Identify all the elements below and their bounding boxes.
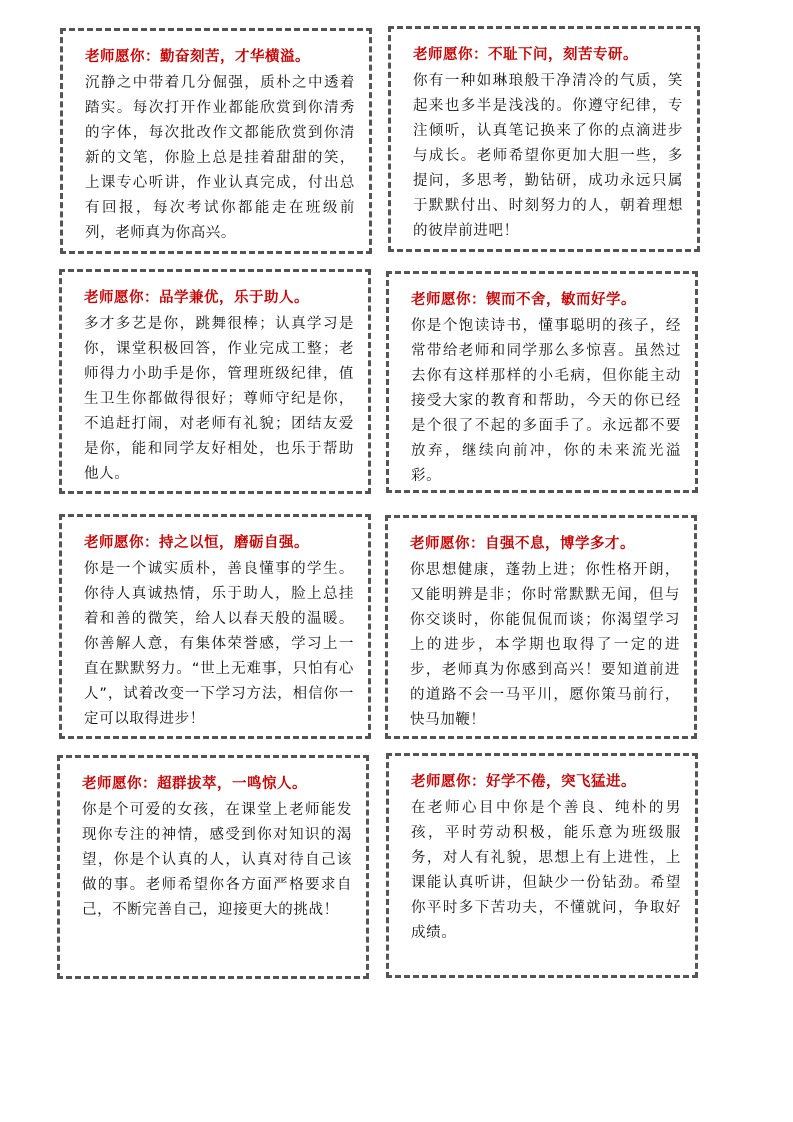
card-title: 老师愿你：勤奋刻苦，才华横溢。 xyxy=(85,49,310,65)
comment-card xyxy=(57,755,369,979)
comment-card xyxy=(386,271,698,493)
card-body: 你是一个诚实质朴，善良懂事的学生。你待人真诚热情，乐于助人，脸上总挂着和善的微笑，给人以春天般的温暖。你善解人意，有集体荣誉感，学习上一直在默默努力。“世上无难事，只怕有心人”，试着改变一下学习方法，相信你一定可以取得进步！ xyxy=(84,561,354,727)
card-title: 老师愿你：不耻下问，刻苦专研。 xyxy=(413,47,638,63)
card-body: 你是个饱读诗书，懂事聪明的孩子，经常带给老师和同学那么多惊喜。虽然过去你有这样那样的小毛病，但你能主动接受大家的教育和帮助，今天的你已经是个很了不起的多面手了。永远都不要放弃，继续向前冲，你的未来流光溢彩。 xyxy=(411,318,681,484)
comment-card xyxy=(59,269,371,494)
card-title: 老师愿你：好学不倦，突飞猛进。 xyxy=(411,774,636,790)
card-body: 多才多艺是你，跳舞很棒；认真学习是你，课堂积极回答，作业完成工整；老师得力小助手是你，管理班级纪律，值生卫生你都做得很好；尊师守纪是你，不追赶打闹，对老师有礼貌；团结友爱是你，能和同学友好相处，也乐于帮助他人。 xyxy=(84,316,354,482)
comment-card xyxy=(388,26,700,252)
card-title: 老师愿你：品学兼优，乐于助人。 xyxy=(84,290,309,306)
card-title: 老师愿你：持之以恒，磨砺自强。 xyxy=(84,535,309,551)
card-body: 你有一种如琳琅般干净清冷的气质，笑起来也多半是浅浅的。你遵守纪律，专注倾听，认真笔记换来了你的点滴进步与成长。老师希望你更加大胆一些，多提问，多思考，勤钻研，成功永远只属于默默付出、时刻努力的人，朝着理想的彼岸前进吧！ xyxy=(413,73,683,239)
comment-card xyxy=(60,28,372,254)
card-body: 你是个可爱的女孩，在课堂上老师能发现你专注的神情，感受到你对知识的渴望，你是个认真的人，认真对待自己该做的事。老师希望你各方面严格要求自己，不断完善自己，迎接更大的挑战！ xyxy=(82,802,352,918)
comment-card xyxy=(386,753,698,978)
card-body: 在老师心目中你是个善良、纯朴的男孩，平时劳动积极，能乐意为班级服务，对人有礼貌，思想上有上进性，上课能认真听讲，但缺少一份钻劲。希望你平时多下苦功夫，不懂就问，争取好成绩。 xyxy=(411,800,681,941)
card-body: 你思想健康，蓬勃上进；你性格开朗，又能明辨是非；你时常默默无闻，但与你交谈时，你能侃侃而谈；你渴望学习上的进步，本学期也取得了一定的进步，老师真为你感到高兴！要知道前进的道路不会一马平川，愿你策马前行，快马加鞭！ xyxy=(410,562,680,728)
comment-card xyxy=(59,514,371,739)
card-title: 老师愿你：超群拔萃，一鸣惊人。 xyxy=(82,776,307,792)
card-body: 沉静之中带着几分倔强，质朴之中透着踏实。每次打开作业都能欣赏到你清秀的字体，每次批改作文都能欣赏到你清新的文笔，你脸上总是挂着甜甜的笑，上课专心听讲，作业认真完成，付出总有回报，每次考试你都能走在班级前列，老师真为你高兴。 xyxy=(85,75,355,241)
card-title: 老师愿你：自强不息，博学多才。 xyxy=(410,536,635,552)
comment-card xyxy=(385,515,697,739)
card-title: 老师愿你：锲而不舍，敏而好学。 xyxy=(411,292,636,308)
